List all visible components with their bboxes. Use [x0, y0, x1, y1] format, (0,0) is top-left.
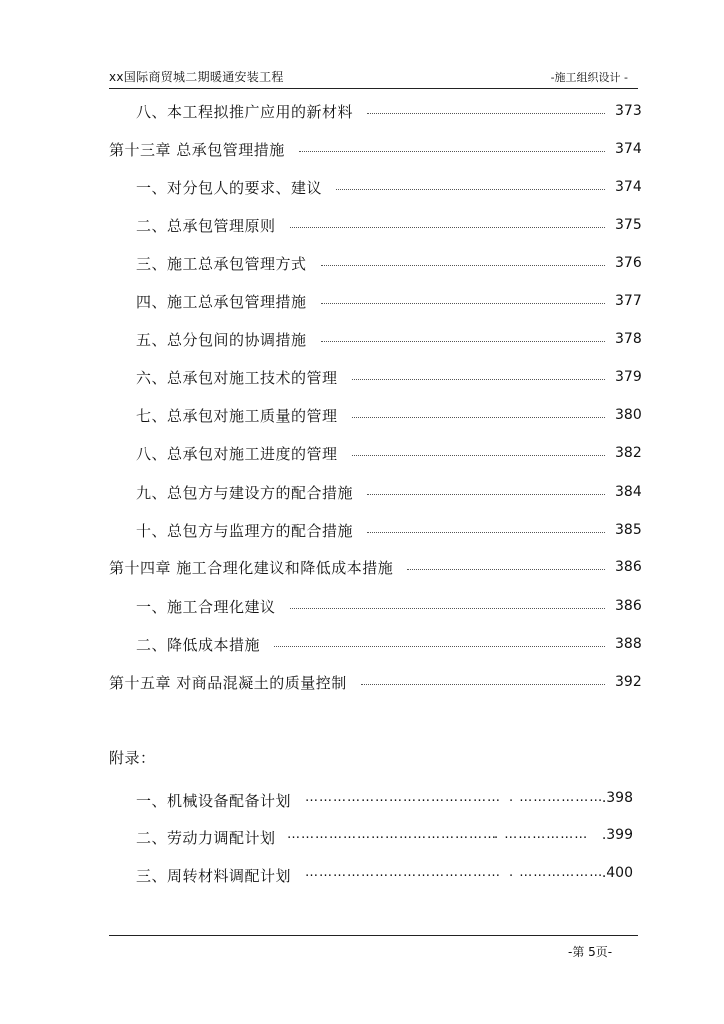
toc-section-row[interactable]: [109, 512, 641, 548]
footer-divider: [109, 935, 638, 936]
appendix-entry-label: 三、周转材料调配计划: [136, 867, 292, 885]
toc-entry-page: 386: [615, 598, 642, 614]
dot-leader: [407, 569, 605, 570]
toc-section-row[interactable]: [109, 169, 641, 205]
dot-leader: [336, 189, 605, 190]
toc-entry-label: 二、降低成本措施: [136, 635, 261, 654]
toc-section-row[interactable]: [109, 321, 641, 357]
toc-section-row[interactable]: [109, 359, 641, 395]
toc-entry-label: 第十四章 施工合理化建议和降低成本措施: [109, 558, 394, 577]
toc-section-row[interactable]: [109, 626, 641, 662]
toc-entry-label: 八、总承包对施工进度的管理: [136, 444, 338, 463]
toc-section-row[interactable]: [109, 588, 641, 624]
toc-entry-page: 374: [615, 141, 642, 157]
appendix-leader-dots: . ………………: [509, 790, 604, 805]
toc-entry-label: 八、本工程拟推广应用的新材料: [136, 102, 354, 121]
toc-entry-page: 378: [615, 331, 642, 347]
dot-leader: [352, 417, 605, 418]
appendix-row[interactable]: [109, 785, 639, 815]
toc-entry-page: 384: [615, 484, 642, 500]
appendix-leader-dots: . ………………: [509, 865, 604, 880]
toc-section-row[interactable]: [109, 207, 641, 243]
dot-leader: [367, 113, 605, 114]
toc-entry-page: 374: [615, 179, 642, 195]
dot-leader: [321, 265, 605, 266]
dot-leader: [290, 227, 605, 228]
dot-leader: [367, 532, 605, 533]
appendix-entry-label: 一、机械设备配备计划: [136, 792, 292, 810]
appendix-entry-label: 二、劳动力调配计划: [136, 829, 276, 847]
toc-entry-page: 392: [615, 674, 642, 690]
dot-leader: [321, 303, 605, 304]
appendix-entry-page: .399: [601, 827, 633, 843]
toc-entry-label: 七、总承包对施工质量的管理: [136, 406, 338, 425]
toc-section-row[interactable]: [109, 283, 641, 319]
dot-leader: [274, 646, 605, 647]
toc-entry-page: 380: [615, 407, 642, 423]
page-header: [109, 66, 638, 89]
toc-entry-label: 一、施工合理化建议: [136, 597, 276, 616]
toc-section-row[interactable]: [109, 93, 641, 129]
dot-leader: [321, 341, 605, 342]
page-number: -第 5页-: [568, 945, 613, 959]
toc-entry-page: 386: [615, 559, 642, 575]
toc-chapter-row[interactable]: [109, 664, 641, 700]
toc-entry-label: 第十三章 总承包管理措施: [109, 140, 285, 159]
toc-entry-page: 376: [615, 255, 642, 271]
toc-entry-label: 五、总分包间的协调措施: [136, 330, 307, 349]
toc-entry-label: 二、总承包管理原则: [136, 216, 276, 235]
toc-section-row[interactable]: [109, 435, 641, 471]
appendix-leader-dots: . ………………: [494, 827, 589, 842]
toc-section-row[interactable]: [109, 474, 641, 510]
toc-entry-page: 375: [615, 217, 642, 233]
toc-entry-label: 一、对分包人的要求、建议: [136, 178, 323, 197]
toc-entry-label: 三、施工总承包管理方式: [136, 254, 307, 273]
toc-entry-page: 388: [615, 636, 642, 652]
toc-entry-page: 385: [615, 522, 642, 538]
toc-entry-label: 十、总包方与监理方的配合措施: [136, 521, 354, 540]
toc-entry-page: 377: [615, 293, 642, 309]
dot-leader: [352, 455, 605, 456]
toc-entry-page: 373: [615, 103, 642, 119]
toc-chapter-row[interactable]: [109, 131, 641, 167]
dot-leader: [361, 684, 605, 685]
dot-leader: [299, 151, 605, 152]
appendix-entry-page: .400: [601, 865, 633, 881]
header-project-title: xx国际商贸城二期暖通安装工程: [109, 70, 284, 84]
toc-section-row[interactable]: [109, 245, 641, 281]
appendix-leader-dots: ……………………………………: [305, 790, 501, 805]
dot-leader: [290, 608, 605, 609]
header-doc-type: -施工组织设计 -: [550, 71, 628, 84]
toc-entry-page: 379: [615, 369, 642, 385]
appendix-leader-dots: ……………………………………: [305, 865, 501, 880]
appendix-row[interactable]: [109, 860, 639, 890]
appendix-title: 附录：: [109, 749, 156, 767]
toc-section-row[interactable]: [109, 397, 641, 433]
toc-chapter-row[interactable]: [109, 549, 641, 585]
toc-entry-label: 第十五章 对商品混凝土的质量控制: [109, 673, 347, 692]
dot-leader: [352, 379, 605, 380]
toc-entry-label: 九、总包方与建设方的配合措施: [136, 483, 354, 502]
appendix-leader-dots: ………………………………………: [287, 827, 497, 842]
dot-leader: [367, 494, 605, 495]
toc-entry-label: 四、施工总承包管理措施: [136, 292, 307, 311]
toc-entry-page: 382: [615, 445, 642, 461]
appendix-row[interactable]: [109, 822, 639, 852]
appendix-entry-page: .398: [601, 790, 633, 806]
toc-entry-label: 六、总承包对施工技术的管理: [136, 368, 338, 387]
